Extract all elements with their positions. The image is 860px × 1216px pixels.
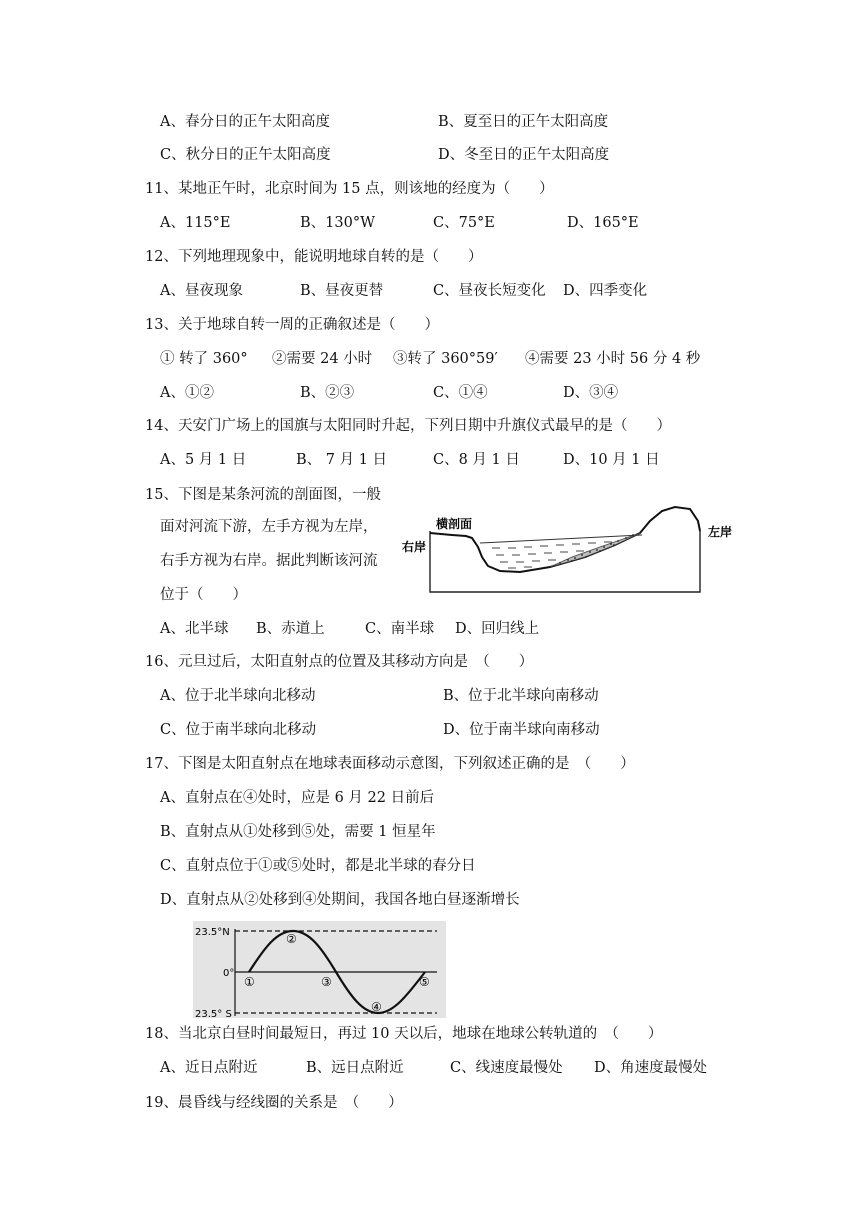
q14-option-c: C、8 月 1 日 xyxy=(433,452,520,468)
q10-option-a: A、春分日的正午太阳高度 xyxy=(160,114,330,130)
q18-stem: 18、当北京白昼时间最短日，再过 10 天以后，地球在地球公转轨道的 （ ） xyxy=(145,1026,663,1042)
q11-option-c: C、75°E xyxy=(433,215,495,231)
q13-statement-4: ④需要 23 小时 56 分 4 秒 xyxy=(525,351,701,367)
tropic-north-label: 23.5°N xyxy=(195,927,230,938)
q14-option-d: D、10 月 1 日 xyxy=(563,452,660,468)
q12-option-c: C、昼夜长短变化 xyxy=(433,283,546,299)
q14-option-b: B、 7 月 1 日 xyxy=(296,452,388,468)
q10-option-d: D、冬至日的正午太阳高度 xyxy=(438,147,610,163)
q14-option-a: A、5 月 1 日 xyxy=(160,452,247,468)
q17-option-a: A、直射点在④处时，应是 6 月 22 日前后 xyxy=(160,790,435,806)
equator-label: 0° xyxy=(223,968,235,979)
q11-option-a: A、115°E xyxy=(160,215,231,231)
q18-option-b: B、远日点附近 xyxy=(306,1060,404,1076)
q12-option-b: B、昼夜更替 xyxy=(300,283,384,299)
q18-option-a: A、近日点附近 xyxy=(160,1060,258,1076)
subsolar-point-migration-figure xyxy=(193,921,446,1018)
river-cross-section-figure xyxy=(400,505,745,595)
q17-option-c: C、直射点位于①或⑤处时，都是北半球的春分日 xyxy=(160,858,476,874)
q15-stem-line-2: 面对河流下游，左手方视为左岸， xyxy=(160,519,378,535)
q12-stem: 12、下列地理现象中，能说明地球自转的是（ ） xyxy=(145,249,483,265)
q13-statement-1: ① 转了 360° xyxy=(160,351,248,367)
q15-option-c: C、南半球 xyxy=(365,621,435,637)
q17-option-b: B、直射点从①处移到⑤处，需要 1 恒星年 xyxy=(160,824,436,840)
q14-stem: 14、天安门广场上的国旗与太阳同时升起，下列日期中升旗仪式最早的是（ ） xyxy=(145,418,671,434)
q13-option-a: A、①② xyxy=(160,385,214,401)
q12-option-a: A、昼夜现象 xyxy=(160,283,243,299)
q16-option-c: C、位于南半球向北移动 xyxy=(160,722,317,738)
q13-statement-3: ③转了 360°59′ xyxy=(393,351,498,367)
q13-stem: 13、关于地球自转一周的正确叙述是（ ） xyxy=(145,317,439,333)
point-4-label: ④ xyxy=(371,1000,382,1014)
figure-title: 横剖面 xyxy=(436,517,473,531)
point-5-label: ⑤ xyxy=(419,975,430,989)
tropic-south-label: 23.5° S xyxy=(195,1009,232,1018)
q11-option-d: D、165°E xyxy=(567,215,639,231)
q16-stem: 16、元旦过后，太阳直射点的位置及其移动方向是 （ ） xyxy=(145,654,534,670)
q16-option-a: A、位于北半球向北移动 xyxy=(160,688,316,704)
q12-option-d: D、四季变化 xyxy=(563,283,648,299)
right-bank-label: 右岸 xyxy=(402,540,427,554)
q11-option-b: B、130°W xyxy=(300,215,375,231)
left-bank-label: 左岸 xyxy=(708,525,733,539)
q19-stem: 19、晨昏线与经线圈的关系是 （ ） xyxy=(145,1095,403,1111)
q17-option-d: D、直射点从②处移到④处期间，我国各地白昼逐渐增长 xyxy=(160,892,520,908)
q15-stem-line-4: 位于（ ） xyxy=(160,587,247,603)
q16-option-d: D、位于南半球向南移动 xyxy=(443,722,600,738)
q13-statement-2: ②需要 24 小时 xyxy=(272,351,373,367)
q10-option-b: B、夏至日的正午太阳高度 xyxy=(438,114,609,130)
q16-option-b: B、位于北半球向南移动 xyxy=(443,688,599,704)
q10-option-c: C、秋分日的正午太阳高度 xyxy=(160,147,331,163)
q13-option-c: C、①④ xyxy=(433,385,488,401)
q15-stem-line-3: 右手方视为右岸。据此判断该河流 xyxy=(160,553,378,569)
point-2-label: ② xyxy=(286,932,297,946)
q13-option-d: D、③④ xyxy=(563,385,619,401)
point-1-label: ① xyxy=(244,975,255,989)
q17-stem: 17、下图是太阳直射点在地球表面移动示意图，下列叙述正确的是 （ ） xyxy=(145,756,635,772)
q18-option-d: D、角速度最慢处 xyxy=(594,1060,708,1076)
q11-stem: 11、某地正午时，北京时间为 15 点，则该地的经度为（ ） xyxy=(145,181,554,197)
point-3-label: ③ xyxy=(321,975,332,989)
water-pattern xyxy=(492,542,612,568)
q18-option-c: C、线速度最慢处 xyxy=(450,1060,563,1076)
q13-option-b: B、②③ xyxy=(300,385,355,401)
q15-stem-line-1: 15、下图是某条河流的剖面图，一般 xyxy=(145,487,381,503)
q15-option-b: B、赤道上 xyxy=(256,621,325,637)
q15-option-d: D、回归线上 xyxy=(455,621,540,637)
q15-option-a: A、北半球 xyxy=(160,621,229,637)
